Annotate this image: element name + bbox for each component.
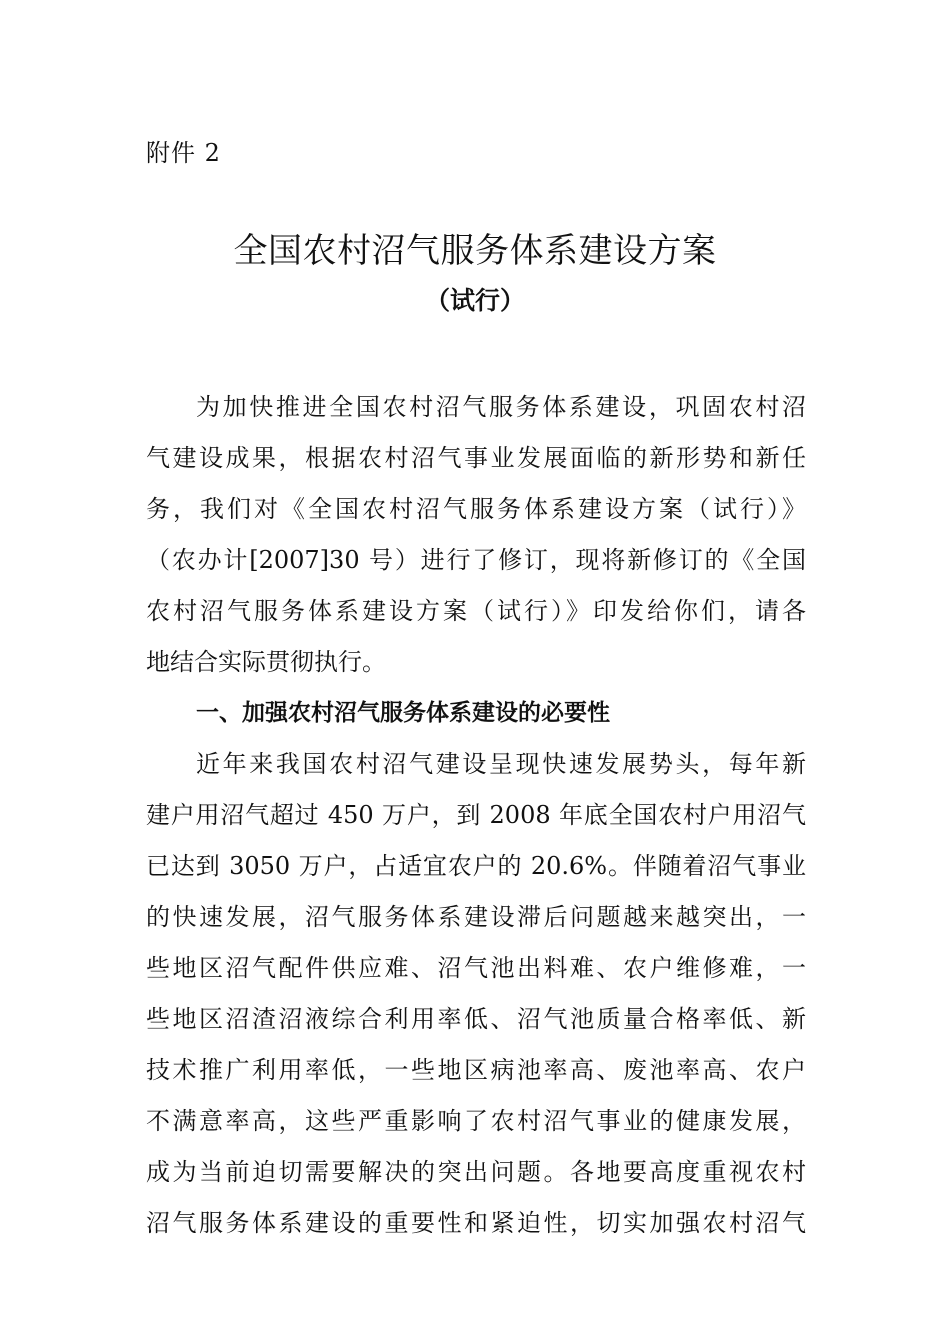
section-paragraph-line: 近年来我国农村沼气建设呈现快速发展势头，每年新 — [196, 750, 806, 778]
document-subtitle: （试行） — [424, 286, 525, 315]
section-paragraph-line: 成为当前迫切需要解决的突出问题。各地要高度重视农村 — [146, 1158, 806, 1186]
intro-paragraph-line: 气建设成果，根据农村沼气事业发展面临的新形势和新任 — [146, 444, 806, 472]
intro-paragraph-line: 为加快推进全国农村沼气服务体系建设，巩固农村沼 — [196, 393, 806, 421]
intro-paragraph-line: 务，我们对《全国农村沼气服务体系建设方案（试行）》 — [146, 495, 806, 523]
attachment-label: 附件 2 — [146, 139, 221, 167]
section-paragraph-line: 沼气服务体系建设的重要性和紧迫性，切实加强农村沼气 — [146, 1209, 806, 1237]
document-title: 全国农村沼气服务体系建设方案 — [233, 231, 717, 271]
section-paragraph-line: 不满意率高，这些严重影响了农村沼气事业的健康发展， — [146, 1107, 806, 1135]
section-paragraph-line: 些地区沼气配件供应难、沼气池出料难、农户维修难，一 — [146, 954, 806, 982]
section-paragraph-line: 技术推广利用率低，一些地区病池率高、废池率高、农户 — [146, 1056, 806, 1084]
section-heading: 一、加强农村沼气服务体系建设的必要性 — [196, 700, 610, 726]
section-paragraph-line: 的快速发展，沼气服务体系建设滞后问题越来越突出，一 — [146, 903, 806, 931]
section-paragraph-line: 些地区沼渣沼液综合利用率低、沼气池质量合格率低、新 — [146, 1005, 806, 1033]
section-paragraph-line: 建户用沼气超过 450 万户，到 2008 年底全国农村户用沼气 — [146, 801, 806, 829]
section-paragraph-line: 已达到 3050 万户，占适宜农户的 20.6%。伴随着沼气事业 — [146, 852, 806, 880]
document-body — [146, 382, 806, 1249]
intro-paragraph-line: （农办计[2007]30 号）进行了修订，现将新修订的《全国 — [146, 546, 806, 574]
intro-paragraph-line: 地结合实际贯彻执行。 — [146, 648, 386, 676]
intro-paragraph-line: 农村沼气服务体系建设方案（试行）》印发给你们，请各 — [146, 597, 806, 625]
